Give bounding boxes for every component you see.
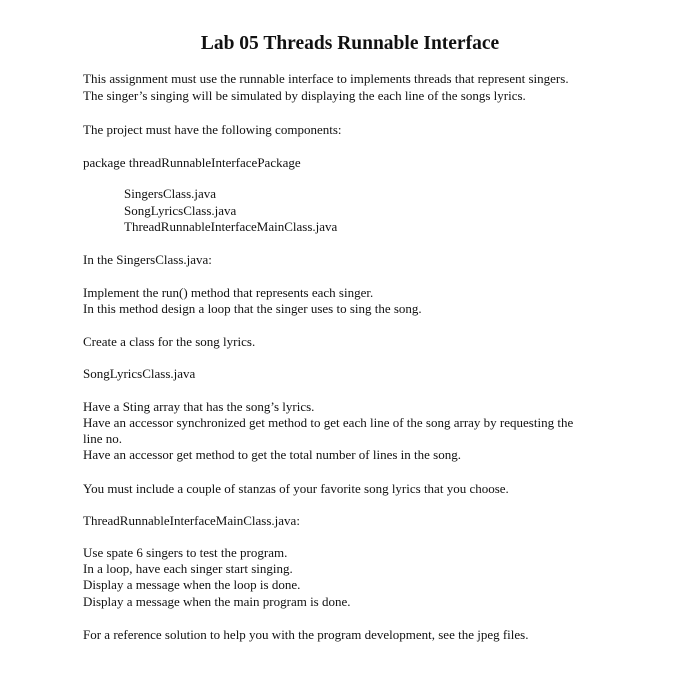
intro-line-1: This assignment must use the runnable interface to implements threads that represent singers.	[83, 71, 569, 86]
document-title: Lab 05 Threads Runnable Interface	[200, 33, 500, 54]
components-heading: The project must have the following components:	[83, 122, 342, 137]
lyrics-body-line-1: Have a Sting array that has the song’s lyrics.	[83, 399, 315, 414]
lyrics-body-line-3: line no.	[83, 431, 122, 446]
main-body-line-2: In a loop, have each singer start singing.	[83, 561, 293, 576]
main-body-line-1: Use spate 6 singers to test the program.	[83, 545, 288, 560]
lyrics-heading: SongLyricsClass.java	[83, 366, 196, 381]
intro-line-2: The singer’s singing will be simulated by displaying the each line of the songs lyrics.	[83, 88, 526, 103]
singers-body-line-1: Implement the run() method that represents each singer.	[83, 285, 374, 300]
lyrics-body-line-4: Have an accessor get method to get the total number of lines in the song.	[83, 447, 461, 462]
singers-body-line-2: In this method design a loop that the singer uses to sing the song.	[83, 301, 422, 316]
singers-heading: In the SingersClass.java:	[83, 252, 212, 267]
lyrics-intro: Create a class for the song lyrics.	[83, 334, 256, 349]
reference-note: For a reference solution to help you with the program development, see the jpeg files.	[83, 627, 529, 642]
file-item-main: ThreadRunnableInterfaceMainClass.java	[124, 219, 338, 234]
main-body-line-4: Display a message when the main program is done.	[83, 594, 351, 609]
file-item-song-lyrics: SongLyricsClass.java	[124, 203, 237, 218]
main-heading: ThreadRunnableInterfaceMainClass.java:	[83, 513, 300, 528]
file-item-singers: SingersClass.java	[124, 186, 217, 201]
stanzas-note: You must include a couple of stanzas of your favorite song lyrics that you choose.	[83, 481, 509, 496]
main-body-line-3: Display a message when the loop is done.	[83, 577, 301, 592]
lyrics-body-line-2: Have an accessor synchronized get method to get each line of the song array by requesting the	[83, 415, 574, 430]
package-line: package threadRunnableInterfacePackage	[83, 155, 301, 170]
